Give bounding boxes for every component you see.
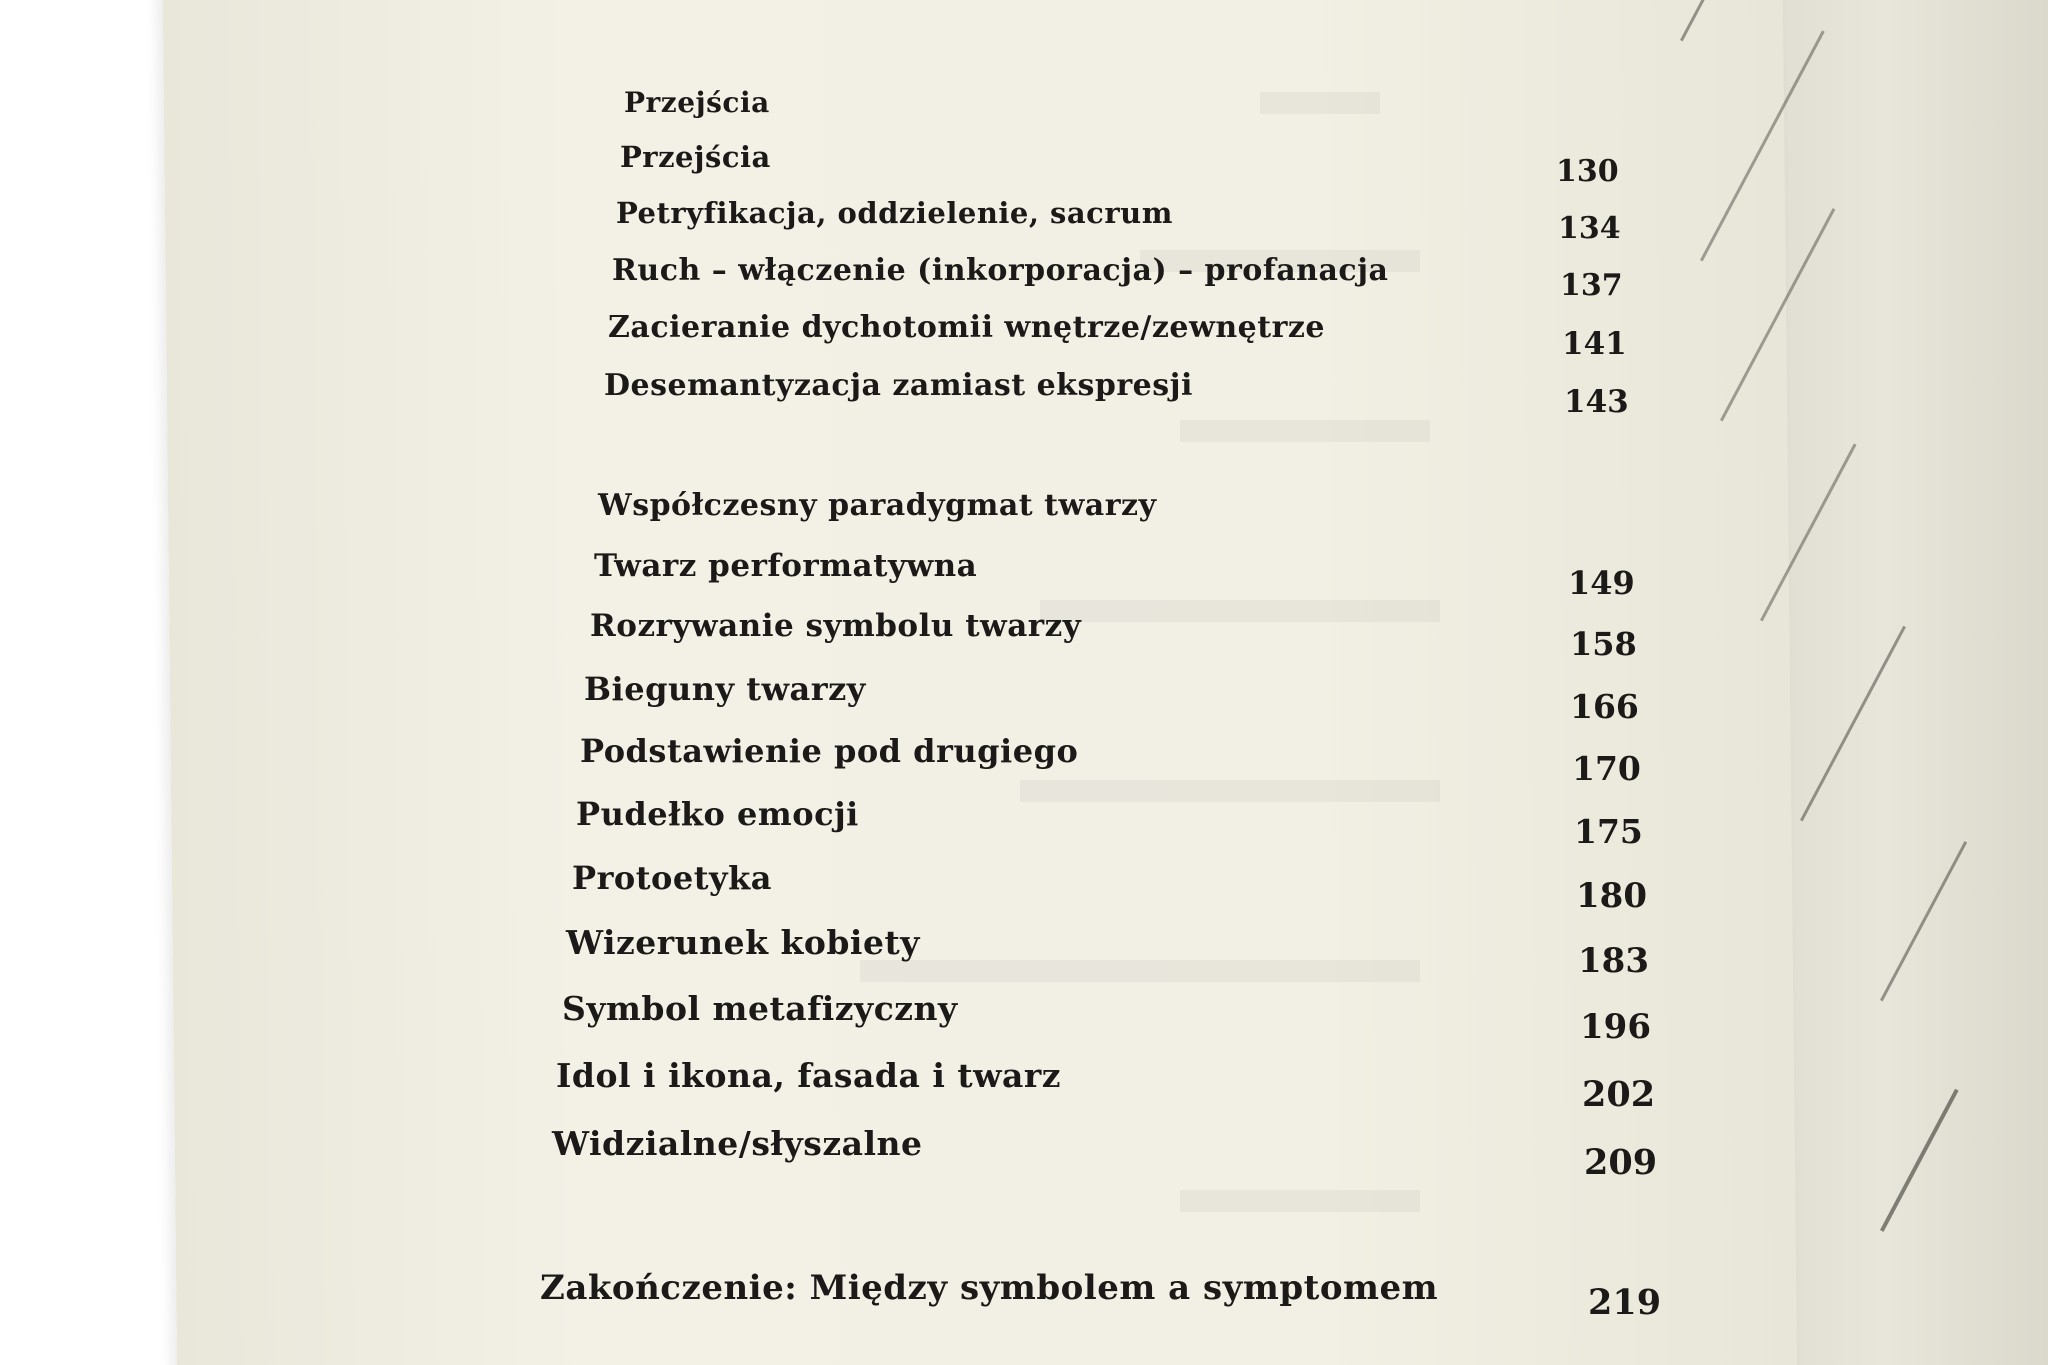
toc-entry: Rozrywanie symbolu twarzy <box>590 608 1082 644</box>
toc-page-number: 170 <box>1572 749 1641 788</box>
toc-page-number: 196 <box>1580 1007 1651 1047</box>
toc-page-number: 180 <box>1576 876 1647 916</box>
toc-entry: Ruch – włączenie (inkorporacja) – profanacja <box>612 253 1389 288</box>
toc-entry: Bieguny twarzy <box>584 670 866 708</box>
toc-heading-przejscia: Przejścia <box>624 86 770 119</box>
toc-page-number: 134 <box>1558 211 1621 246</box>
toc-page-number: 175 <box>1574 812 1643 851</box>
toc-page-number: 149 <box>1568 564 1635 602</box>
toc-entry: Idol i ikona, fasada i twarz <box>556 1056 1062 1095</box>
toc-entry: Desemantyzacja zamiast ekspresji <box>604 368 1193 403</box>
toc-page-number: 137 <box>1560 268 1623 303</box>
toc-closing-entry: Zakończenie: Między symbolem a symptomem <box>540 1268 1439 1308</box>
toc-entry: Pudełko emocji <box>576 795 859 833</box>
toc-page-number: 183 <box>1578 941 1649 981</box>
toc-entry: Wizerunek kobiety <box>566 923 920 962</box>
toc-entry: Widzialne/słyszalne <box>552 1124 923 1163</box>
toc-entry: Podstawienie pod drugiego <box>580 732 1079 770</box>
toc-entry: Symbol metafizyczny <box>562 989 958 1028</box>
toc-heading-wspolczesny-paradygmat: Współczesny paradygmat twarzy <box>598 488 1157 523</box>
toc-page-number: 158 <box>1570 625 1637 663</box>
toc-page-number: 166 <box>1570 687 1639 726</box>
toc-entry: Twarz performatywna <box>594 548 978 584</box>
toc-page-number: 202 <box>1582 1074 1656 1115</box>
toc-entry: Protoetyka <box>572 859 773 897</box>
toc-page-number: 141 <box>1562 326 1627 362</box>
toc-page-number: 143 <box>1564 384 1629 420</box>
toc-entry: Petryfikacja, oddzielenie, sacrum <box>616 196 1173 230</box>
toc-entry: Przejścia <box>620 140 771 174</box>
toc-page-number: 219 <box>1588 1282 1662 1323</box>
toc-page-number: 209 <box>1584 1142 1658 1183</box>
toc-page-number: 130 <box>1556 154 1619 189</box>
toc-entry: Zacieranie dychotomii wnętrze/zewnętrze <box>608 310 1326 345</box>
